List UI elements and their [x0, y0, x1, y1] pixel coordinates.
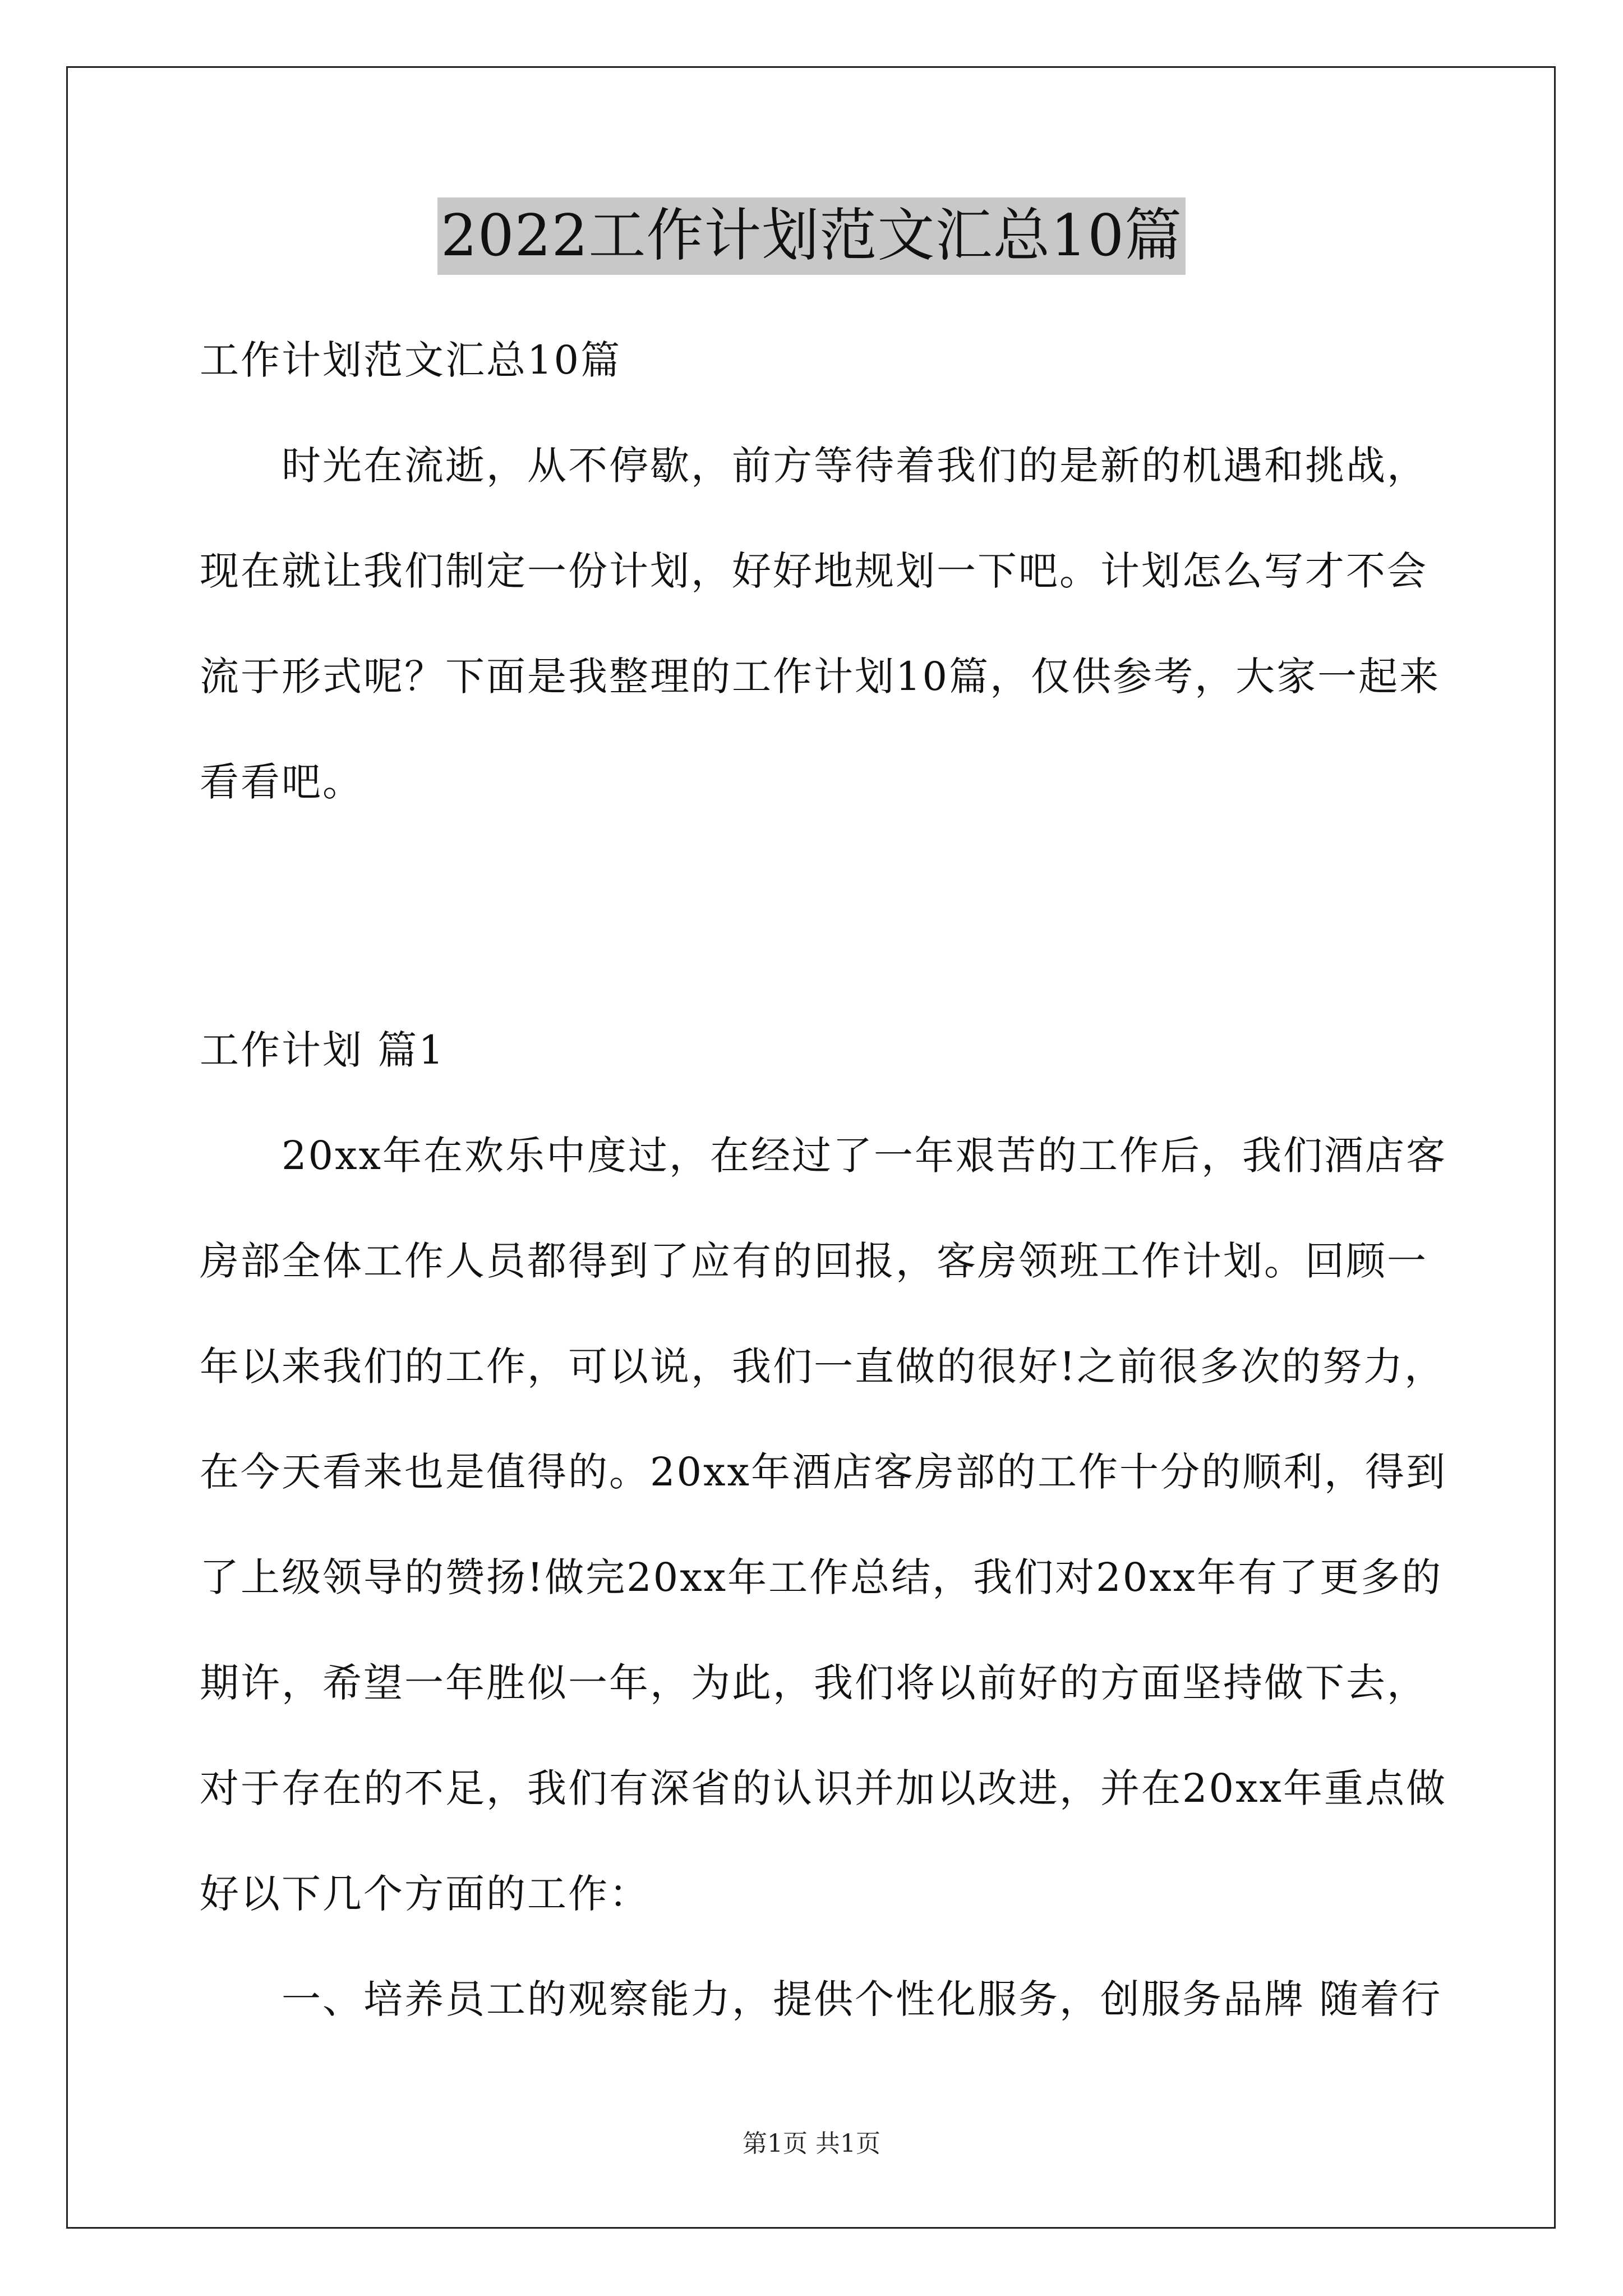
document-subtitle: 工作计划范文汇总10篇 [200, 337, 622, 383]
section-line: 好以下几个方面的工作： [200, 1871, 650, 1917]
subtitle-block [200, 307, 1433, 413]
section-line: 期许，希望一年胜似一年，为此，我们将以前好的方面坚持做下去， [200, 1660, 1428, 1706]
title-container [0, 197, 1623, 275]
section-line: 房部全体工作人员都得到了应有的回报，客房领班工作计划。回顾一 [200, 1238, 1428, 1284]
section-line: 在今天看来也是值得的。20xx年酒店客房部的工作十分的顺利，得到 [200, 1449, 1447, 1495]
section-line: 了上级领导的赞扬!做完20xx年工作总结，我们对20xx年有了更多的 [200, 1554, 1443, 1600]
section-heading: 工作计划 篇1 [200, 1027, 445, 1073]
page-footer: 第1页 共1页 [743, 2129, 880, 2158]
intro-line: 流于形式呢？下面是我整理的工作计划10篇，仅供参考，大家一起来 [200, 654, 1441, 700]
section-paragraph [200, 1103, 1447, 2052]
section-line: 一、培养员工的观察能力，提供个性化服务，创服务品牌 随着行 [282, 1976, 1442, 2022]
intro-paragraph [200, 413, 1441, 835]
section-line: 对于存在的不足，我们有深省的认识并加以改进，并在20xx年重点做 [200, 1765, 1447, 1811]
intro-line: 看看吧。 [200, 759, 363, 805]
section-line: 年以来我们的工作，可以说，我们一直做的很好!之前很多次的努力， [200, 1343, 1446, 1389]
section-heading-block [200, 997, 1433, 1103]
document-title: 2022工作计划范文汇总10篇 [437, 197, 1186, 275]
intro-line: 现在就让我们制定一份计划，好好地规划一下吧。计划怎么写才不会 [200, 548, 1428, 594]
intro-line: 时光在流逝，从不停歇，前方等待着我们的是新的机遇和挑战， [282, 443, 1428, 489]
section-line: 20xx年在欢乐中度过，在经过了一年艰苦的工作后，我们酒店客 [282, 1133, 1447, 1179]
